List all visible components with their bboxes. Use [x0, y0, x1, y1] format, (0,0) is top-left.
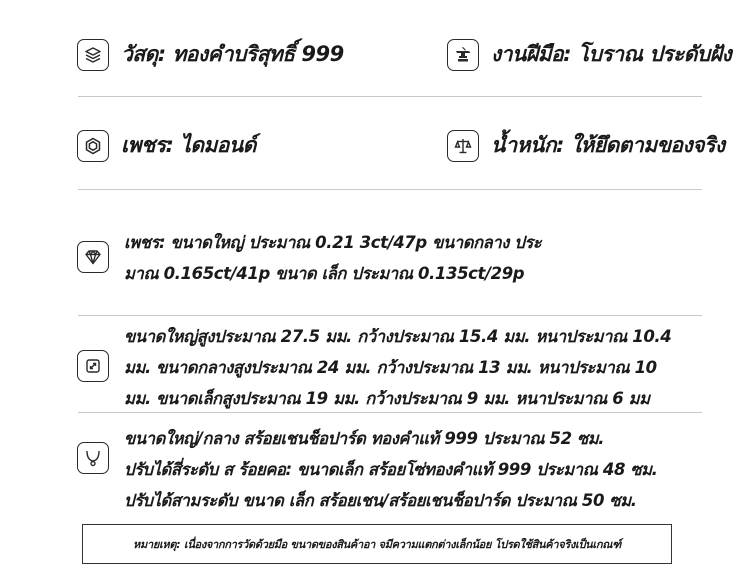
diamond-line: เพชร: ขนาดใหญ่ ประมาณ 0.21 3ct/47p ขนาดกลาง ประ: [124, 233, 542, 252]
size-line: ขนาดใหญ่สูงประมาณ 27.5 มม. กว้างประมาณ 15.4 มม. หนาประมาณ 10.4: [124, 327, 672, 346]
divider: [78, 412, 702, 413]
hexagon-icon: [77, 130, 109, 162]
size-line: มม. ขนาดกลางสูงประมาณ 24 มม. กว้างประมาณ 13 มม. หนาประมาณ 10: [124, 358, 657, 377]
chain-line: ขนาดใหญ่/กลาง สร้อยเชนช็อปาร์ด ทองคำแท้ 999 ประมาณ 52 ซม.: [124, 429, 605, 448]
divider: [78, 96, 702, 97]
diamond-icon: [77, 241, 109, 273]
diamond-description: [124, 227, 541, 289]
divider: [78, 315, 702, 316]
scale-icon: [447, 130, 479, 162]
dimensions-icon: [77, 350, 109, 382]
stone-spec: [77, 129, 256, 162]
stone-label: เพชร: ไดมอนด์: [121, 133, 256, 157]
material-label: วัสดุ: ทองคำบริสุทธิ์ 999: [121, 42, 344, 66]
weight-label: น้ำหนัก: ให้ยึดตามของจริง: [491, 133, 725, 157]
size-line: มม. ขนาดเล็กสูงประมาณ 19 มม. กว้างประมาณ 9 มม. หนาประมาณ 6 มม: [124, 389, 650, 408]
anvil-icon: [447, 39, 479, 71]
divider: [78, 189, 702, 190]
material-spec: [77, 38, 344, 71]
chain-line: ปรับได้สามระดับ ขนาด เล็ก สร้อยเชน/สร้อยเชนช็อปาร์ด ประมาณ 50 ซม.: [124, 491, 637, 510]
craft-label: งานฝีมือ: โบราณ ประดับฝัง: [491, 42, 732, 66]
size-description: [124, 321, 671, 414]
necklace-icon: [77, 442, 109, 474]
chain-description: [124, 423, 658, 516]
chain-line: ปรับได้สี่ระดับ ส ร้อยคอ: ขนาดเล็ก สร้อยโซ่ทองคำแท้ 999 ประมาณ 48 ซม.: [124, 460, 658, 479]
weight-spec: [447, 129, 725, 162]
diamond-line: มาณ 0.165ct/41p ขนาด เล็ก ประมาณ 0.135ct/29p: [124, 264, 525, 283]
disclaimer-note: หมายเหตุ: เนื่องจากการวัดด้วยมือ ขนาดของสินค้าอา จมีความแตกต่างเล็กน้อย โปรดใช้สินค้าจริงเป็นเกณฑ์: [82, 524, 672, 564]
craft-spec: [447, 38, 731, 71]
layers-icon: [77, 39, 109, 71]
